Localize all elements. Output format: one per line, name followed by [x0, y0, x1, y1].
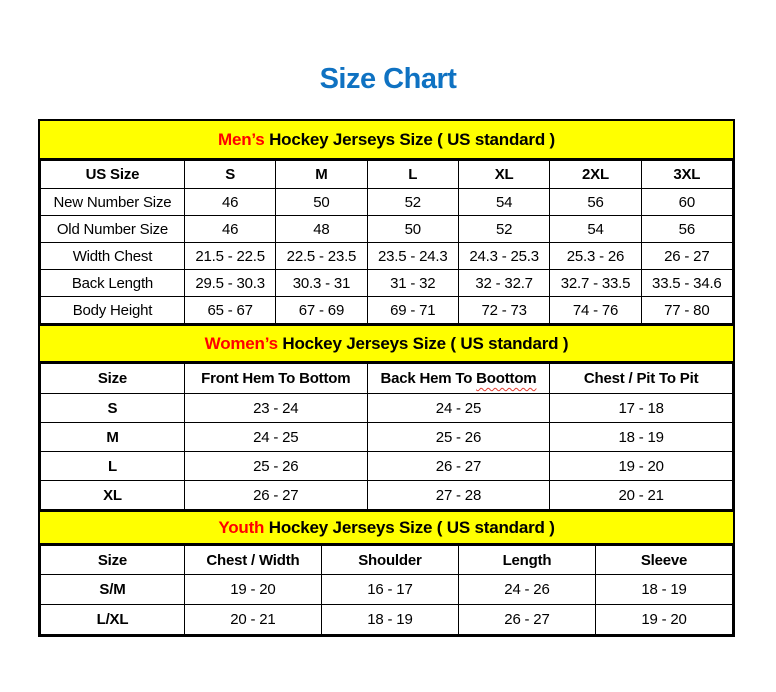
- mens-row-new-number-size: [41, 189, 733, 216]
- size-tables-container: [38, 119, 735, 637]
- womens-col-header-back-hem-to-boottom: Back Hem To Boottom: [367, 364, 550, 394]
- womens-band-text: Hockey Jerseys Size ( US standard ): [277, 334, 569, 353]
- womens-cell-l-0: 25 - 26: [184, 452, 367, 481]
- womens-cell-l-1: 26 - 27: [367, 452, 550, 481]
- youth-col-header-sleeve: Sleeve: [595, 546, 732, 575]
- mens-cell-new-number-size-1: 50: [276, 189, 367, 216]
- womens-cell-xl-1: 27 - 28: [367, 481, 550, 510]
- mens-col-header-xl: XL: [458, 161, 549, 189]
- mens-cell-new-number-size-2: 52: [367, 189, 458, 216]
- mens-row-label-new-number-size: New Number Size: [41, 189, 185, 216]
- womens-col-header-size: Size: [41, 364, 185, 394]
- mens-cell-back-length-5: 33.5 - 34.6: [641, 270, 732, 297]
- womens-size-table: [40, 363, 733, 510]
- womens-col-header-chest-pit-to-pit: Chest / Pit To Pit: [550, 364, 733, 394]
- youth-cell-l-xl-2: 26 - 27: [458, 605, 595, 635]
- mens-cell-new-number-size-5: 60: [641, 189, 732, 216]
- mens-cell-old-number-size-1: 48: [276, 216, 367, 243]
- mens-cell-width-chest-0: 21.5 - 22.5: [184, 243, 275, 270]
- mens-band-accent-text: Men’s: [218, 130, 265, 149]
- mens-cell-back-length-1: 30.3 - 31: [276, 270, 367, 297]
- youth-section-band: [40, 510, 733, 545]
- youth-col-header-chest-width: Chest / Width: [184, 546, 321, 575]
- spellcheck-underline-word: Boottom: [476, 370, 537, 387]
- mens-row-label-back-length: Back Length: [41, 270, 185, 297]
- mens-cell-width-chest-1: 22.5 - 23.5: [276, 243, 367, 270]
- youth-row-label-s-m: S/M: [41, 575, 185, 605]
- youth-cell-s-m-0: 19 - 20: [184, 575, 321, 605]
- mens-cell-old-number-size-2: 50: [367, 216, 458, 243]
- youth-col-header-length: Length: [458, 546, 595, 575]
- mens-row-back-length: [41, 270, 733, 297]
- youth-col-header-shoulder: Shoulder: [321, 546, 458, 575]
- mens-header-row: [41, 161, 733, 189]
- mens-col-header-l: L: [367, 161, 458, 189]
- womens-cell-m-2: 18 - 19: [550, 423, 733, 452]
- youth-header-row: [41, 546, 733, 575]
- mens-section-band: [40, 121, 733, 160]
- mens-cell-body-height-0: 65 - 67: [184, 297, 275, 324]
- womens-row-m: [41, 423, 733, 452]
- mens-col-header-s: S: [184, 161, 275, 189]
- womens-row-label-xl: XL: [41, 481, 185, 510]
- mens-row-label-width-chest: Width Chest: [41, 243, 185, 270]
- mens-row-old-number-size: [41, 216, 733, 243]
- womens-row-label-m: M: [41, 423, 185, 452]
- womens-band-accent-text: Women’s: [204, 334, 278, 353]
- womens-row-label-l: L: [41, 452, 185, 481]
- womens-row-s: [41, 394, 733, 423]
- mens-cell-body-height-2: 69 - 71: [367, 297, 458, 324]
- mens-row-label-old-number-size: Old Number Size: [41, 216, 185, 243]
- womens-row-xl: [41, 481, 733, 510]
- youth-col-header-size: Size: [41, 546, 185, 575]
- mens-row-width-chest: [41, 243, 733, 270]
- mens-cell-old-number-size-4: 54: [550, 216, 641, 243]
- mens-cell-width-chest-3: 24.3 - 25.3: [458, 243, 549, 270]
- mens-cell-back-length-3: 32 - 32.7: [458, 270, 549, 297]
- youth-cell-l-xl-1: 18 - 19: [321, 605, 458, 635]
- mens-col-header-us-size: US Size: [41, 161, 185, 189]
- page-title: Size Chart: [319, 63, 457, 95]
- mens-row-body-height: [41, 297, 733, 324]
- mens-band-text: Hockey Jerseys Size ( US standard ): [264, 130, 555, 149]
- womens-header-row: [41, 364, 733, 394]
- womens-cell-l-2: 19 - 20: [550, 452, 733, 481]
- mens-cell-body-height-5: 77 - 80: [641, 297, 732, 324]
- mens-cell-width-chest-2: 23.5 - 24.3: [367, 243, 458, 270]
- womens-cell-m-1: 25 - 26: [367, 423, 550, 452]
- mens-col-header-3xl: 3XL: [641, 161, 732, 189]
- womens-cell-xl-0: 26 - 27: [184, 481, 367, 510]
- mens-cell-width-chest-5: 26 - 27: [641, 243, 732, 270]
- womens-row-label-s: S: [41, 394, 185, 423]
- womens-cell-s-0: 23 - 24: [184, 394, 367, 423]
- mens-row-label-body-height: Body Height: [41, 297, 185, 324]
- womens-col-header-front-hem-to-bottom: Front Hem To Bottom: [184, 364, 367, 394]
- womens-cell-s-1: 24 - 25: [367, 394, 550, 423]
- mens-col-header-m: M: [276, 161, 367, 189]
- mens-cell-body-height-4: 74 - 76: [550, 297, 641, 324]
- womens-cell-m-0: 24 - 25: [184, 423, 367, 452]
- womens-section-band: [40, 324, 733, 363]
- womens-row-l: [41, 452, 733, 481]
- mens-cell-back-length-4: 32.7 - 33.5: [550, 270, 641, 297]
- mens-cell-new-number-size-0: 46: [184, 189, 275, 216]
- youth-cell-s-m-3: 18 - 19: [595, 575, 732, 605]
- mens-cell-old-number-size-5: 56: [641, 216, 732, 243]
- mens-size-table: [40, 160, 733, 324]
- youth-cell-l-xl-3: 19 - 20: [595, 605, 732, 635]
- youth-band-accent-text: Youth: [218, 518, 265, 537]
- womens-cell-s-2: 17 - 18: [550, 394, 733, 423]
- mens-cell-width-chest-4: 25.3 - 26: [550, 243, 641, 270]
- youth-row-s-m: [41, 575, 733, 605]
- mens-cell-old-number-size-0: 46: [184, 216, 275, 243]
- youth-row-l-xl: [41, 605, 733, 635]
- womens-cell-xl-2: 20 - 21: [550, 481, 733, 510]
- mens-cell-old-number-size-3: 52: [458, 216, 549, 243]
- youth-cell-s-m-2: 24 - 26: [458, 575, 595, 605]
- mens-col-header-2xl: 2XL: [550, 161, 641, 189]
- youth-size-table: [40, 545, 733, 635]
- youth-cell-l-xl-0: 20 - 21: [184, 605, 321, 635]
- youth-row-label-l-xl: L/XL: [41, 605, 185, 635]
- mens-cell-body-height-1: 67 - 69: [276, 297, 367, 324]
- mens-cell-back-length-0: 29.5 - 30.3: [184, 270, 275, 297]
- mens-cell-new-number-size-4: 56: [550, 189, 641, 216]
- mens-cell-body-height-3: 72 - 73: [458, 297, 549, 324]
- youth-band-text: Hockey Jerseys Size ( US standard ): [264, 518, 555, 537]
- youth-cell-s-m-1: 16 - 17: [321, 575, 458, 605]
- mens-cell-new-number-size-3: 54: [458, 189, 549, 216]
- mens-cell-back-length-2: 31 - 32: [367, 270, 458, 297]
